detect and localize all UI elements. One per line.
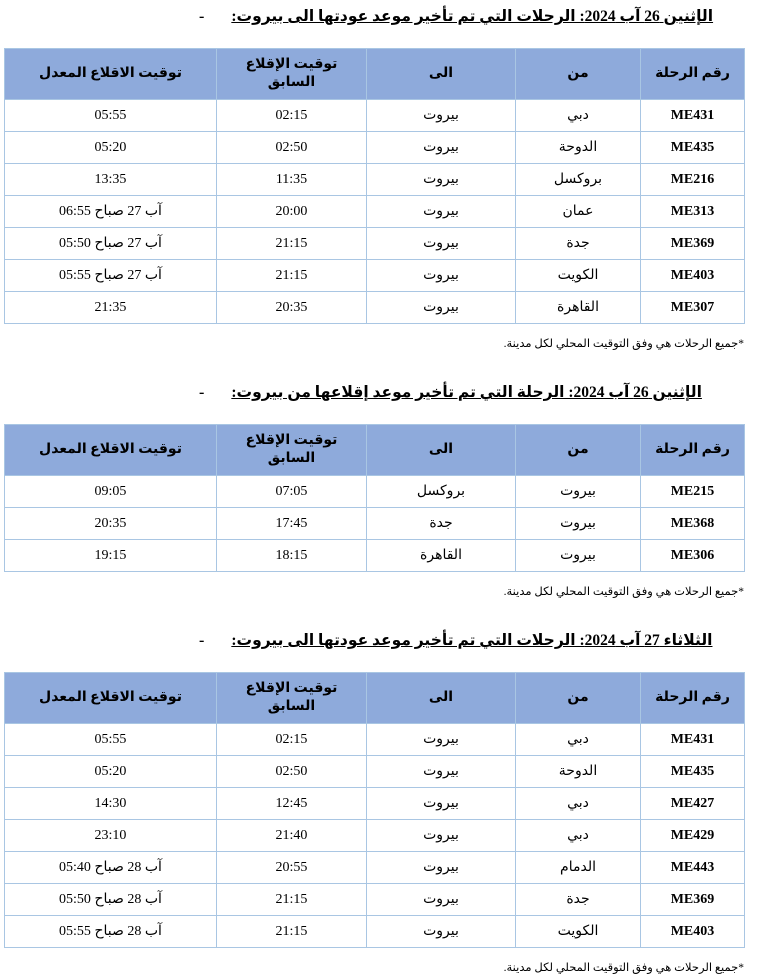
col-header-modified-departure-time: توقيت الاقلاع المعدل xyxy=(5,49,217,100)
table-row xyxy=(5,164,745,196)
col-header-from: من xyxy=(516,425,641,476)
cell-from: الدوحة xyxy=(516,756,641,788)
cell-previous-time: 20:55 xyxy=(217,852,367,884)
cell-to: بيروت xyxy=(367,884,516,916)
cell-flight-number: ME443 xyxy=(641,852,745,884)
cell-modified-time: آب 28 صباح 05:40 xyxy=(5,852,217,884)
footnote-local-time: *جميع الرحلات هي وفق التوقيت المحلي لكل مدينة. xyxy=(503,586,744,598)
cell-from: الكويت xyxy=(516,916,641,948)
cell-flight-number: ME435 xyxy=(641,756,745,788)
cell-modified-time: آب 27 صباح 05:50 xyxy=(5,228,217,260)
col-header-to: الى xyxy=(367,49,516,100)
table-row xyxy=(5,508,745,540)
table-header-row xyxy=(5,425,745,476)
cell-previous-time: 02:15 xyxy=(217,100,367,132)
section-title: الإثنين 26 آب 2024: الرحلة التي تم تأخير موعد إقلاعها من بيروت: xyxy=(231,384,702,401)
footnote-local-time: *جميع الرحلات هي وفق التوقيت المحلي لكل مدينة. xyxy=(503,962,744,974)
cell-to: بيروت xyxy=(367,916,516,948)
cell-previous-time: 02:50 xyxy=(217,756,367,788)
table-row xyxy=(5,820,745,852)
col-header-to: الى xyxy=(367,425,516,476)
cell-modified-time: 05:20 xyxy=(5,132,217,164)
cell-modified-time: 20:35 xyxy=(5,508,217,540)
table-row xyxy=(5,852,745,884)
section-title: الثلاثاء 27 آب 2024: الرحلات التي تم تأخير موعد عودتها الى بيروت: xyxy=(231,632,713,649)
table-row xyxy=(5,476,745,508)
table-row xyxy=(5,292,745,324)
cell-flight-number: ME313 xyxy=(641,196,745,228)
cell-from: بيروت xyxy=(516,540,641,572)
cell-from: الدمام xyxy=(516,852,641,884)
cell-modified-time: 19:15 xyxy=(5,540,217,572)
cell-previous-time: 02:50 xyxy=(217,132,367,164)
table-row xyxy=(5,100,745,132)
cell-from: عمان xyxy=(516,196,641,228)
cell-to: جدة xyxy=(367,508,516,540)
cell-to: بيروت xyxy=(367,820,516,852)
footnote-local-time: *جميع الرحلات هي وفق التوقيت المحلي لكل مدينة. xyxy=(503,338,744,350)
cell-flight-number: ME427 xyxy=(641,788,745,820)
section-heading-row xyxy=(0,631,768,650)
table-row xyxy=(5,228,745,260)
cell-flight-number: ME369 xyxy=(641,884,745,916)
cell-to: بيروت xyxy=(367,228,516,260)
table-row xyxy=(5,756,745,788)
cell-to: بيروت xyxy=(367,260,516,292)
flights-table xyxy=(4,48,745,324)
table-row xyxy=(5,260,745,292)
cell-to: بيروت xyxy=(367,196,516,228)
section-flights-delayed-to-beirut-aug26 xyxy=(0,7,768,350)
cell-from: جدة xyxy=(516,884,641,916)
cell-modified-time: آب 27 صباح 05:55 xyxy=(5,260,217,292)
cell-to: بيروت xyxy=(367,100,516,132)
table-row xyxy=(5,540,745,572)
table-header-row xyxy=(5,49,745,100)
cell-from: دبي xyxy=(516,788,641,820)
cell-previous-time: 02:15 xyxy=(217,724,367,756)
cell-flight-number: ME306 xyxy=(641,540,745,572)
cell-modified-time: 09:05 xyxy=(5,476,217,508)
section-heading-row xyxy=(0,7,768,26)
col-header-previous-departure-time: توقيت الإقلاع السابق xyxy=(217,49,367,100)
cell-flight-number: ME429 xyxy=(641,820,745,852)
col-header-from: من xyxy=(516,49,641,100)
cell-modified-time: آب 28 صباح 05:55 xyxy=(5,916,217,948)
list-dash: - xyxy=(199,8,205,25)
cell-previous-time: 21:40 xyxy=(217,820,367,852)
cell-previous-time: 12:45 xyxy=(217,788,367,820)
cell-to: بيروت xyxy=(367,852,516,884)
section-flights-delayed-to-beirut-aug27 xyxy=(0,631,768,974)
cell-modified-time: 05:55 xyxy=(5,100,217,132)
col-header-modified-departure-time: توقيت الاقلاع المعدل xyxy=(5,425,217,476)
flights-table xyxy=(4,424,745,572)
table-row xyxy=(5,788,745,820)
cell-from: بيروت xyxy=(516,476,641,508)
cell-to: بيروت xyxy=(367,724,516,756)
cell-previous-time: 11:35 xyxy=(217,164,367,196)
cell-from: بروكسل xyxy=(516,164,641,196)
section-heading-row xyxy=(0,383,768,402)
col-header-modified-departure-time: توقيت الاقلاع المعدل xyxy=(5,673,217,724)
list-dash: - xyxy=(199,632,205,649)
cell-from: دبي xyxy=(516,100,641,132)
cell-from: دبي xyxy=(516,820,641,852)
table-row xyxy=(5,916,745,948)
cell-flight-number: ME403 xyxy=(641,260,745,292)
cell-modified-time: 21:35 xyxy=(5,292,217,324)
cell-flight-number: ME369 xyxy=(641,228,745,260)
cell-flight-number: ME307 xyxy=(641,292,745,324)
cell-previous-time: 21:15 xyxy=(217,884,367,916)
flights-table xyxy=(4,672,745,948)
cell-modified-time: 13:35 xyxy=(5,164,217,196)
cell-previous-time: 20:00 xyxy=(217,196,367,228)
cell-flight-number: ME216 xyxy=(641,164,745,196)
cell-to: بيروت xyxy=(367,292,516,324)
cell-from: بيروت xyxy=(516,508,641,540)
cell-from: القاهرة xyxy=(516,292,641,324)
col-header-flight-number: رقم الرحلة xyxy=(641,49,745,100)
cell-flight-number: ME431 xyxy=(641,100,745,132)
list-dash: - xyxy=(199,384,205,401)
cell-to: بيروت xyxy=(367,164,516,196)
col-header-flight-number: رقم الرحلة xyxy=(641,425,745,476)
cell-previous-time: 07:05 xyxy=(217,476,367,508)
table-row xyxy=(5,196,745,228)
cell-previous-time: 18:15 xyxy=(217,540,367,572)
section-flight-delayed-from-beirut-aug26 xyxy=(0,383,768,598)
cell-previous-time: 21:15 xyxy=(217,260,367,292)
cell-modified-time: 23:10 xyxy=(5,820,217,852)
table-header-row xyxy=(5,673,745,724)
cell-modified-time: 14:30 xyxy=(5,788,217,820)
cell-from: الدوحة xyxy=(516,132,641,164)
table-row xyxy=(5,884,745,916)
col-header-previous-departure-time: توقيت الإقلاع السابق xyxy=(217,673,367,724)
cell-flight-number: ME403 xyxy=(641,916,745,948)
cell-flight-number: ME215 xyxy=(641,476,745,508)
cell-modified-time: آب 28 صباح 05:50 xyxy=(5,884,217,916)
col-header-to: الى xyxy=(367,673,516,724)
cell-previous-time: 17:45 xyxy=(217,508,367,540)
col-header-from: من xyxy=(516,673,641,724)
col-header-previous-departure-time: توقيت الإقلاع السابق xyxy=(217,425,367,476)
cell-from: الكويت xyxy=(516,260,641,292)
table-row xyxy=(5,132,745,164)
cell-modified-time: 05:55 xyxy=(5,724,217,756)
table-row xyxy=(5,724,745,756)
cell-previous-time: 21:15 xyxy=(217,228,367,260)
cell-previous-time: 21:15 xyxy=(217,916,367,948)
cell-to: القاهرة xyxy=(367,540,516,572)
cell-modified-time: آب 27 صباح 06:55 xyxy=(5,196,217,228)
col-header-flight-number: رقم الرحلة xyxy=(641,673,745,724)
cell-to: بيروت xyxy=(367,788,516,820)
cell-to: بروكسل xyxy=(367,476,516,508)
cell-previous-time: 20:35 xyxy=(217,292,367,324)
cell-flight-number: ME435 xyxy=(641,132,745,164)
cell-flight-number: ME431 xyxy=(641,724,745,756)
cell-modified-time: 05:20 xyxy=(5,756,217,788)
cell-from: جدة xyxy=(516,228,641,260)
cell-to: بيروت xyxy=(367,756,516,788)
cell-from: دبي xyxy=(516,724,641,756)
cell-flight-number: ME368 xyxy=(641,508,745,540)
cell-to: بيروت xyxy=(367,132,516,164)
section-title: الإثنين 26 آب 2024: الرحلات التي تم تأخير موعد عودتها الى بيروت: xyxy=(231,8,714,25)
